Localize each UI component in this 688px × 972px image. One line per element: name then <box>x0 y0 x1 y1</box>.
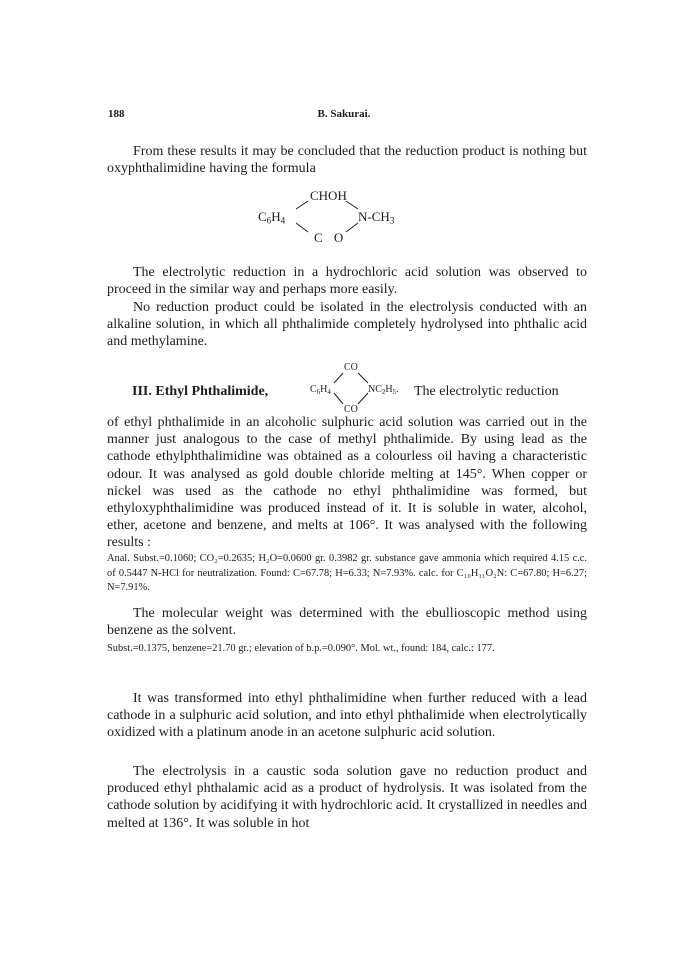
section-number: III. <box>132 384 152 399</box>
structural-formula-oxyphthalimidine <box>258 188 418 250</box>
structural-formula-ethyl-phthalimide <box>310 360 410 420</box>
formula-left-group: $C_6H_4$ <box>258 209 286 226</box>
section-heading <box>132 384 268 400</box>
section-title: Ethyl Phthalimide, <box>155 384 269 399</box>
section-intro-text: The electrolytic reduction <box>414 384 559 399</box>
page-number: 188 <box>108 108 125 120</box>
running-head: B. Sakurai. <box>317 108 371 120</box>
formula-bottom-group: C O <box>314 230 348 245</box>
paragraph-molecular-weight: The molecular weight was determined with the ebullioscopic method using benzene as the solvent. <box>107 606 587 639</box>
formula2-left: $C_6H_4$ <box>310 384 331 396</box>
paragraph-caustic-soda: The electrolysis in a caustic soda solution gave no reduction product and produced ethyl phthalamic acid as a product of hydrolysis. It was isolated from the cathode solution by acidifying it with hydrochloric acid. It crystallized in needles and melted at 136°. It was soluble in hot <box>107 764 587 831</box>
formula-right-group: $N-CH_3$ <box>358 209 395 226</box>
paragraph-conclusion: From these results it may be concluded that the reduction product is nothing but oxyphthalimidine having the formula <box>107 144 587 177</box>
formula2-top: CO <box>344 362 358 373</box>
paragraph-transformation: It was transformed into ethyl phthalimidine when further reduced with a lead cathode in a sulphuric acid solution, and into ethyl phthalimide when electrolytically oxidized with a platinum anode in an acetone sulphuric acid solution. <box>107 691 587 741</box>
paragraph-ethyl-reduction: of ethyl phthalimide in an alcoholic sulphuric acid solution was carried out in the manner just analogous to the case of methyl phthalimide. By using lead as the cathode ethylphthalimidine was obtained as a colourless oil having a characteristic odour. It was analysed as gold double chloride melting at 145°. When copper or nickel was used as the cathode no ethyl phthalimidine was formed, but ethyloxyphthalimidine was produced instead of it. It is soluble in water, alcohol, ether, acetone and benzene, and melts at 106°. It was analysed with the following results : <box>107 415 587 551</box>
molecular-weight-data: Subst.=0.1375, benzene=21.70 gr.; elevation of b.p.=0.090°. Mol. wt., found: 184, calc.: 177. <box>107 643 495 654</box>
formula2-bottom: CO <box>344 404 358 415</box>
formula-top-group: CHOH <box>310 188 347 203</box>
paragraph-alkaline: No reduction product could be isolated in the electrolysis conducted with an alkaline solution, in which all phthalimide completely hydrolysed into phthalic acid and methylamine. <box>107 300 587 350</box>
paragraph-hydrochloric: The electrolytic reduction in a hydrochloric acid solution was observed to proceed in the similar way and perhaps more easily. <box>107 265 587 298</box>
formula2-right: $NC_2H_5$. <box>368 384 399 396</box>
analysis-results: Anal. Subst.=0.1060; CO₂=0.2635; H₂O=0.0600 gr. 0.3982 gr. substance gave ammonia which required 4.15 c.c. of 0.5447 N-HCl for neutralization. Found: C=67.78; H=6.33; N=7.93%. calc. for C₁₀H₁₁O₂N: C=67.80; H=6.27; N=7.91%. <box>107 553 587 594</box>
